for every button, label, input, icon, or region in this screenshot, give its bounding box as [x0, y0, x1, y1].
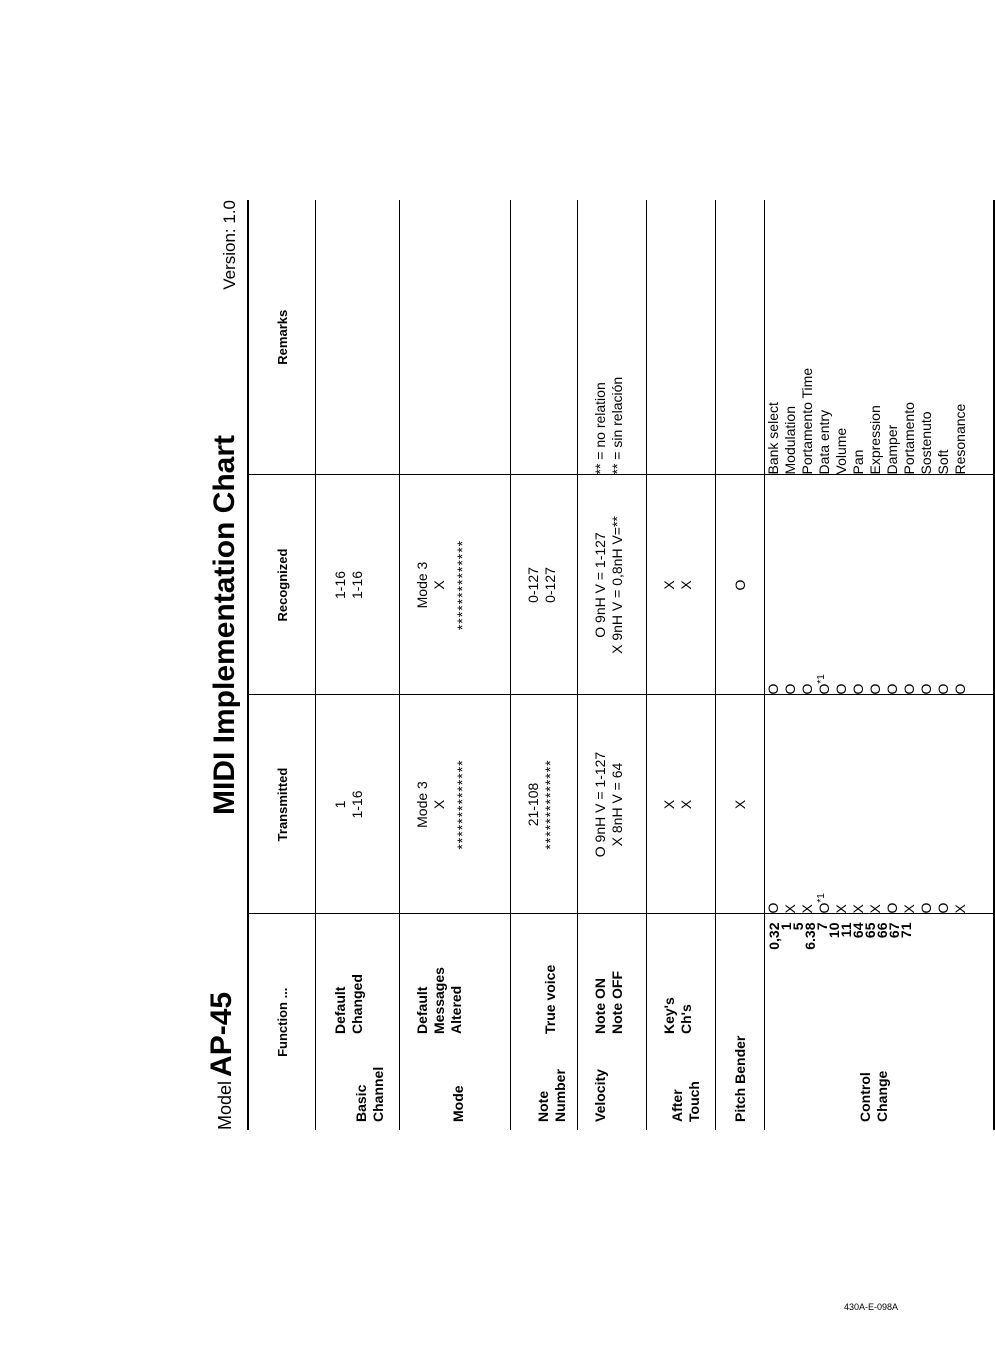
- cc-tx-5: X: [833, 904, 849, 914]
- velocity-sub-1: Note ON: [592, 978, 608, 1034]
- pitch-bender-rx: O: [731, 579, 748, 591]
- cc-rx-9: O: [901, 683, 917, 695]
- cc-tx-note-marker: *1: [816, 893, 827, 903]
- control-change-group-2: Change: [874, 1070, 890, 1122]
- cc-rx-2: O: [782, 683, 798, 695]
- basic-channel-group-1: Basic: [353, 1084, 369, 1122]
- velocity-remark-1: ** = no relation: [592, 382, 608, 475]
- after-touch-tx-1: X: [661, 799, 677, 810]
- mode-sub-3: Altered: [448, 985, 464, 1034]
- after-touch-rx-2: X: [678, 580, 694, 590]
- implementation-chart-sheet: [205, 200, 968, 1130]
- note-number-group-2: Number: [552, 1069, 568, 1122]
- note-number-tx-2: **************: [542, 759, 558, 850]
- cc-number-3: 5: [790, 922, 806, 931]
- cc-remark-11: Soft: [935, 449, 951, 475]
- cc-number-11: 67: [886, 922, 902, 939]
- version-label: Version: 1.0: [220, 200, 239, 290]
- basic-channel-rx-2: 1-16: [349, 570, 365, 600]
- control-change-group-1: Control: [857, 1072, 873, 1122]
- col-remarks: Remarks: [248, 200, 316, 475]
- cc-tx-4: O: [816, 902, 832, 914]
- mode-sub-1: Default: [414, 986, 430, 1034]
- basic-channel-tx-1: 1: [332, 800, 348, 809]
- cc-number-5: 7: [814, 922, 830, 931]
- col-transmitted: Transmitted: [248, 695, 316, 914]
- row-control-change: [765, 200, 995, 1130]
- pitch-bender-group: Pitch Bender: [731, 1035, 748, 1122]
- after-touch-sub-2: Ch's: [678, 1004, 694, 1034]
- cc-rx-note-marker: *1: [816, 674, 827, 684]
- cc-number-8: 64: [850, 922, 866, 939]
- note-number-sub-2: True voice: [542, 964, 558, 1034]
- cc-rx-1: O: [765, 683, 781, 695]
- cc-tx-2: X: [782, 904, 798, 914]
- cc-rx-8: O: [884, 683, 900, 695]
- cc-tx-11: O: [935, 902, 951, 914]
- cc-rx-12: O: [952, 683, 968, 695]
- midi-chart-table: [247, 200, 995, 1130]
- cc-rx-5: O: [833, 683, 849, 695]
- page-title: MIDI Implementation Chart: [208, 434, 241, 815]
- cc-tx-10: O: [918, 902, 934, 914]
- velocity-group: Velocity: [592, 1069, 608, 1122]
- cc-remark-4: Data entry: [816, 409, 832, 475]
- model-name: AP-45: [205, 991, 238, 1077]
- after-touch-group-1: After: [669, 1089, 685, 1122]
- cc-remark-9: Portamento: [901, 402, 917, 475]
- cc-remark-12: Resonance: [952, 403, 968, 475]
- mode-sub-2: Messages: [431, 967, 447, 1034]
- cc-rx-3: O: [799, 683, 815, 695]
- basic-channel-tx-2: 1-16: [349, 790, 365, 819]
- cc-tx-7: X: [867, 904, 883, 914]
- cc-remark-2: Modulation: [782, 406, 798, 475]
- note-number-sub-1: [525, 921, 542, 1035]
- mode-rx-3: **************: [454, 539, 470, 631]
- row-note-number: [511, 200, 578, 1130]
- cc-number-7: 11: [838, 922, 854, 938]
- row-mode: [400, 200, 511, 1130]
- row-velocity: [578, 200, 647, 1130]
- cc-tx-8: O: [884, 902, 900, 914]
- col-function: Function ...: [248, 914, 316, 1130]
- col-recognized: Recognized: [248, 475, 316, 695]
- row-after-touch: [647, 200, 716, 1130]
- velocity-tx-2: X 8nH V = 64: [609, 762, 625, 847]
- after-touch-sub-1: Key's: [661, 997, 677, 1034]
- cc-tx-9: X: [901, 904, 917, 914]
- cc-number-6: 10: [826, 922, 842, 939]
- cc-number-10: 66: [874, 922, 890, 939]
- mode-tx-2: X: [431, 799, 447, 810]
- cc-rx-6: O: [850, 683, 866, 695]
- pitch-bender-tx: X: [731, 799, 748, 810]
- note-number-group-1: Note: [535, 1090, 551, 1122]
- cc-number-2: 1: [778, 922, 794, 931]
- basic-channel-sub-2: Changed: [349, 974, 365, 1034]
- after-touch-rx-1: X: [661, 580, 677, 590]
- cc-tx-12: X: [952, 904, 968, 914]
- basic-channel-group-2: Channel: [370, 1066, 386, 1122]
- mode-tx-1: Mode 3: [414, 781, 430, 828]
- cc-number-9: 65: [862, 922, 878, 939]
- note-number-tx-1: 21-108: [525, 782, 541, 827]
- cc-rx-11: O: [935, 683, 951, 695]
- velocity-sub-2: Note OFF: [609, 971, 625, 1034]
- cc-remark-6: Pan: [850, 449, 866, 475]
- cc-number-1: 0,32: [766, 922, 782, 950]
- mode-tx-3: **************: [454, 759, 470, 850]
- cc-tx-6: X: [850, 904, 866, 914]
- mode-rx-2: X: [431, 580, 447, 590]
- header-row: [248, 200, 316, 1130]
- cc-number-4: 6.38: [802, 922, 818, 950]
- velocity-remark-2: ** = sin relación: [609, 376, 625, 475]
- note-number-rx-2: 0-127: [542, 567, 558, 603]
- velocity-rx-1: O 9nH V = 1-127: [592, 532, 608, 638]
- cc-remark-10: Sostenuto: [918, 411, 934, 475]
- after-touch-group-2: Touch: [686, 1081, 702, 1122]
- cc-remark-8: Damper: [884, 424, 900, 475]
- cc-rx-4: O: [816, 683, 832, 695]
- cc-tx-3: X: [799, 904, 815, 914]
- after-touch-tx-2: X: [678, 799, 694, 810]
- basic-channel-sub-1: Default: [332, 986, 348, 1034]
- mode-group: Mode: [449, 1085, 466, 1122]
- velocity-rx-2: X 9nH V = 0,8nH V=**: [609, 516, 625, 654]
- document-code: 430A-E-098A: [844, 1302, 899, 1312]
- cc-rx-7: O: [867, 683, 883, 695]
- cc-remark-7: Expression: [867, 405, 883, 475]
- mode-rx-1: Mode 3: [414, 561, 430, 609]
- row-basic-channel: [316, 200, 400, 1130]
- cc-remark-5: Volume: [833, 427, 849, 475]
- model-word: Model: [215, 1080, 235, 1130]
- basic-channel-rx-1: 1-16: [332, 570, 348, 600]
- cc-rx-10: O: [918, 683, 934, 695]
- cc-remark-3: Portamento Time: [799, 367, 815, 475]
- velocity-tx-1: O 9nH V = 1-127: [592, 751, 608, 858]
- cc-number-12: 71: [898, 922, 914, 939]
- note-number-rx-1: 0-127: [525, 567, 541, 603]
- row-pitch-bender: [716, 200, 765, 1130]
- model-label: [205, 991, 238, 1130]
- cc-tx-1: O: [765, 902, 781, 914]
- cc-remark-1: Bank select: [765, 402, 781, 475]
